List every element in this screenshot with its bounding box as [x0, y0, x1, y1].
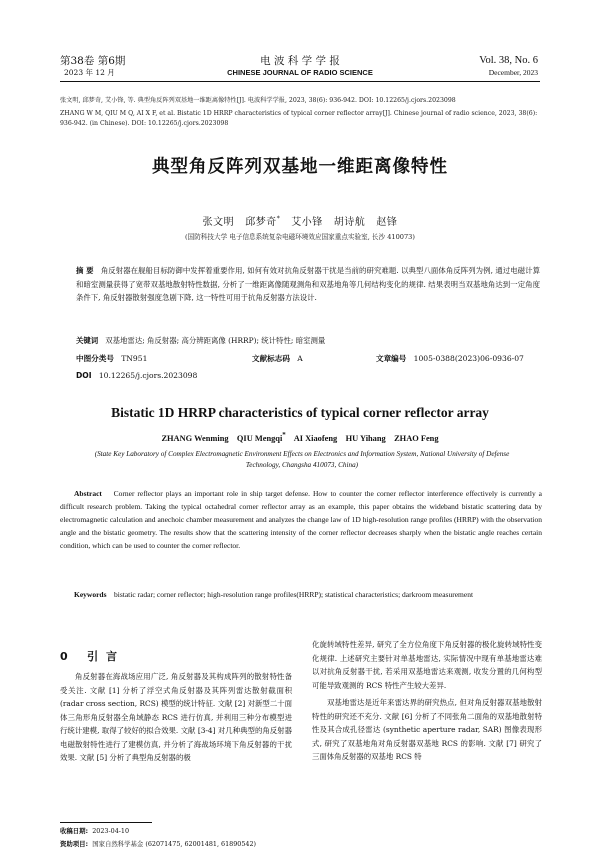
article-number — [376, 353, 524, 364]
footnote-rule — [60, 822, 152, 823]
section-number: 0 — [60, 650, 70, 663]
author-name: 邱梦奇 — [245, 217, 277, 228]
header-date-cn: 2023 年 12 月 — [64, 68, 115, 77]
intro-paragraph-right-1: 化旋转域特性差异, 研究了全方位角度下角反射器的极化旋转域特性变化规律. 上述研究主要针对单基地雷达, 实际情况中现有单基地雷达难以对抗角反射器干扰, 若采用双基地雷达来观测, 收发分置的几何构型可能导致观测的 RCS 特性产生较大差异. — [312, 640, 542, 690]
citation-en: ZHANG W M, QIU M Q, AI X F, et al. Bistatic 1D HRRP characteristics of typical corner reflector array[J]. Chinese journal of radio science, 2023, 38(6): 936-942. (in Chinese). DOI: 10.12265/j.cjors.2023098 — [60, 110, 538, 127]
abstract-en-label: Abstract — [74, 489, 102, 498]
clc-value: TN951 — [121, 354, 148, 363]
author-name: 赵锋 — [376, 217, 398, 228]
abstract-en — [60, 487, 542, 552]
abstract-cn-label: 摘 要 — [76, 266, 94, 275]
fund-label: 资助项目: — [60, 840, 89, 848]
header-volume-cn: 第38卷 第6期 — [60, 55, 126, 67]
keywords-en-text: bistatic radar; corner reflector; high-resolution range profiles(HRRP); statistical characteristics; darkroom measurement — [114, 590, 474, 599]
author-list-cn — [0, 213, 600, 228]
doi-label: DOI — [76, 371, 92, 380]
keywords-en-label: Keywords — [74, 590, 107, 599]
header-volume-en: Vol. 38, No. 6 — [479, 55, 538, 66]
author-list-en — [0, 431, 600, 443]
article-number-label: 文章编号 — [376, 354, 407, 363]
corresponding-mark: * — [276, 215, 281, 223]
author-name-en: HU Yihang — [345, 433, 386, 443]
fund-text: 国家自然科学基金 (62071475, 62001481, 61890542) — [92, 840, 257, 848]
doc-code-value: A — [297, 354, 303, 363]
author-name: 张文明 — [202, 217, 235, 228]
header-volume-en-block — [479, 55, 538, 79]
corresponding-mark-en: * — [282, 431, 286, 439]
intro-paragraph-right-2: 双基地雷达是近年来雷达界的研究热点, 但对角反射器双基地散射特性的研究还不充分. 文献 [6] 分析了不同张角二面角的双基地散射特性及其合成孔径雷达 (synthetic aperture radar, SAR) 图像表现形式, 研究了双基地角对角反射器双基地 RCS 的影响. 文献 [7] 研究了三面体角反射器的双基地 RCS 特 — [312, 698, 542, 761]
author-name-en: ZHANG Wenming — [161, 433, 229, 443]
header-journal-en: CHINESE JOURNAL OF RADIO SCIENCE — [227, 68, 373, 77]
received-label: 收稿日期: — [60, 827, 89, 835]
abstract-cn — [76, 264, 540, 305]
header-rule — [60, 81, 540, 82]
keywords-cn — [76, 334, 540, 348]
keywords-cn-label: 关键词 — [76, 336, 99, 345]
section-heading-introduction — [60, 648, 119, 664]
header-journal-cn: 电 波 科 学 学 报 — [260, 55, 340, 67]
footnote-received — [60, 826, 129, 837]
header-date-en: December, 2023 — [488, 68, 538, 77]
received-date: 2023-04-10 — [92, 827, 130, 835]
section-title: 引 言 — [87, 650, 119, 663]
doi-value: 10.12265/j.cjors.2023098 — [98, 371, 198, 380]
doc-code-label: 文献标志码 — [252, 354, 290, 363]
intro-paragraph-left: 角反射器在海战场应用广泛, 角反射器及其构成阵列的散射特性备受关注. 文献 [1] 分析了浮空式角反射器及其阵列雷达散射截面积 (radar cross section, RCS) 模型的统计特征. 文献 [2] 对新型二十面体三角形角反射器全角域静态 RCS 进行仿真, 并利用三种分布模型进行统计建模, 取得了较好的拟合效果. 文献 [3-4] 对几种典型的角反射器电磁散射特性进行了建模仿真, 并分析了海战场环境下角反射器的干扰效果. 文献 [5] 分析了典型角反射器的极 — [60, 672, 292, 762]
abstract-cn-text: 角反射器在舰船目标防御中发挥着重要作用, 如何有效对抗角反射器干扰是当前的研究难题. 以典型八面体角反阵列为例, 通过电磁计算和暗室测量获得了宽带双基地散射特性数据, 分析了一维距离像随观测角和双基地角等几何结构变化的规律. 结果表明当双基地角达到一定角度条件下, 角反射器散射强度急剧下降, 这一特性可用于抗角反射器方法设计. — [76, 266, 540, 302]
footnote-fund — [60, 839, 256, 850]
doc-code — [252, 353, 303, 364]
author-name-en: ZHAO Feng — [394, 433, 439, 443]
page-title: 典型角反阵列双基地一维距离像特性 — [152, 157, 448, 177]
author-name: 胡诗航 — [333, 217, 366, 228]
keywords-cn-text: 双基地雷达; 角反射器; 高分辨距离像 (HRRP); 统计特性; 暗室测量 — [105, 336, 326, 345]
doi — [76, 371, 197, 380]
english-title: Bistatic 1D HRRP characteristics of typical corner reflector array — [111, 405, 489, 420]
author-name: 艾小锋 — [291, 217, 323, 228]
clc-number — [76, 353, 147, 364]
article-number-value: 1005-0388(2023)06-0936-07 — [413, 354, 524, 363]
citation-cn: 张文明, 邱梦奇, 艾小锋, 等. 典型角反阵列双基地一维距离像特性[J]. 电波科学学报, 2023, 38(6): 936-942. DOI: 10.12265/j.cjors.2023098 — [60, 97, 456, 104]
affiliation-en: (State Key Laboratory of Complex Electromagnetic Environment Effects on Electronics and Information System, National University of Defense Technology, Changsha 410073, China) — [94, 450, 510, 469]
author-name-en: AI Xiaofeng — [293, 433, 338, 443]
clc-label: 中图分类号 — [76, 354, 114, 363]
affiliation-cn: (国防科技大学 电子信息系统复杂电磁环境效应国家重点实验室, 长沙 410073) — [185, 233, 415, 241]
author-name-en: QIU Mengqi — [236, 433, 283, 443]
abstract-en-text: Corner reflector plays an important role in ship target defense. How to counter the corner reflector interference effectively is currently a difficult research problem. Taking the typical octahedral corner reflector array as an example, this paper obtains the wideband bistatic scattering data by electromagnetic calculation and anechoic chamber measurement and analyzes the change law of 1D high-resolution range profiles (HRRP) with the observation angle and the bistatic geometry. The results show that the scattering intensity of the corner reflector decreases sharply when the bistatic angle reaches certain condition, which can be used to counter the corner reflector. — [60, 489, 542, 550]
keywords-en — [60, 588, 542, 601]
